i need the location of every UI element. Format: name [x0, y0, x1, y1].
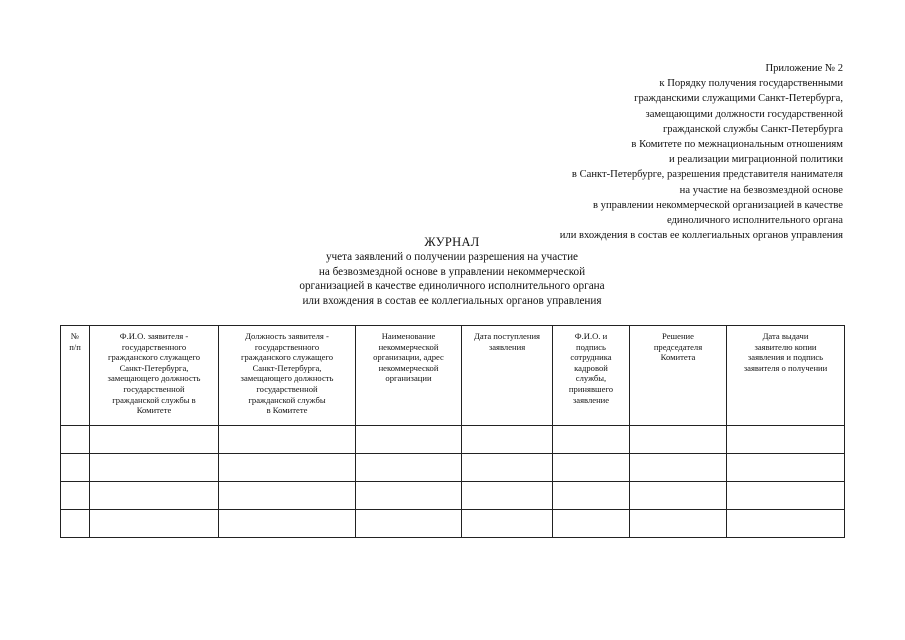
- table-cell: [553, 482, 630, 510]
- table-cell: [727, 454, 845, 482]
- table-row: [61, 510, 845, 538]
- table-cell: [61, 426, 90, 454]
- table-cell: [630, 426, 727, 454]
- journal-title-block: [232, 234, 672, 308]
- appendix-line: и реализации миграционной политики: [669, 154, 843, 166]
- appendix-line: единоличного исполнительного органа: [666, 215, 843, 227]
- appendix-line: гражданскими служащими Санкт-Петербурга,: [634, 93, 843, 105]
- col-header-decision: Решение председателя Комитета: [630, 326, 727, 426]
- table-cell: [727, 510, 845, 538]
- table-cell: [727, 482, 845, 510]
- table-cell: [630, 510, 727, 538]
- journal-subtitle-line: организацией в качестве единоличного исполнительного органа: [299, 280, 605, 293]
- col-header-applicant-name: Ф.И.О. заявителя - государственного гражданского служащего Санкт-Петербурга, замещающего должность государственной гражданской службы в Комитете: [90, 326, 219, 426]
- table-cell: [630, 482, 727, 510]
- col-header-receipt-date: Дата поступления заявления: [462, 326, 553, 426]
- appendix-line: или вхождения в состав ее коллегиальных органов управления: [559, 230, 843, 242]
- table-cell: [356, 426, 462, 454]
- col-header-number: № п/п: [61, 326, 90, 426]
- table-cell: [553, 454, 630, 482]
- appendix-line: гражданской службы Санкт-Петербурга: [662, 123, 843, 135]
- appendix-line: Приложение № 2: [765, 63, 843, 74]
- col-header-hr-officer: Ф.И.О. и подпись сотрудника кадровой службы, принявшего заявление: [553, 326, 630, 426]
- table-cell: [90, 510, 219, 538]
- table-cell: [61, 510, 90, 538]
- table-cell: [90, 454, 219, 482]
- table-cell: [90, 426, 219, 454]
- table-cell: [219, 426, 356, 454]
- table-cell: [356, 454, 462, 482]
- appendix-line: к Порядку получения государственными: [659, 78, 843, 90]
- table-row: [61, 482, 845, 510]
- journal-subtitle-line: на безвозмездной основе в управлении некоммерческой: [318, 265, 586, 278]
- journal-subtitle: [232, 250, 672, 308]
- table-cell: [630, 454, 727, 482]
- table-cell: [61, 482, 90, 510]
- table-header-row: [61, 326, 845, 426]
- table-cell: [462, 426, 553, 454]
- appendix-line: в Санкт-Петербурге, разрешения представителя нанимателя: [571, 169, 843, 181]
- table-row: [61, 426, 845, 454]
- table-cell: [553, 426, 630, 454]
- table-cell: [219, 510, 356, 538]
- appendix-line: замещающими должности государственной: [645, 108, 843, 120]
- appendix-line: в Комитете по межнациональным отношениям: [631, 139, 843, 151]
- table-cell: [462, 510, 553, 538]
- table-cell: [356, 482, 462, 510]
- table-cell: [219, 454, 356, 482]
- appendix-line: на участие на безвозмездной основе: [679, 184, 843, 196]
- table-cell: [356, 510, 462, 538]
- table-cell: [61, 454, 90, 482]
- table-cell: [727, 426, 845, 454]
- appendix-header: [560, 61, 843, 243]
- col-header-organization: Наименование некоммерческой организации, адрес некоммерческой организации: [356, 326, 462, 426]
- appendix-line: в управлении некоммерческой организацией в качестве: [593, 199, 843, 211]
- table-cell: [462, 482, 553, 510]
- journal-table: [60, 325, 845, 538]
- table-row: [61, 454, 845, 482]
- journal-subtitle-line: или вхождения в состав ее коллегиальных органов управления: [302, 294, 602, 307]
- table-cell: [219, 482, 356, 510]
- table-cell: [462, 454, 553, 482]
- col-header-issue-date: Дата выдачи заявителю копии заявления и подпись заявителя о получении: [727, 326, 845, 426]
- table-cell: [90, 482, 219, 510]
- journal-subtitle-line: учета заявлений о получении разрешения на участие: [325, 251, 579, 263]
- table-cell: [553, 510, 630, 538]
- col-header-applicant-position: Должность заявителя - государственного гражданского служащего Санкт-Петербурга, замещающего должность государственной гражданской службы в Комитете: [219, 326, 356, 426]
- journal-title: ЖУРНАЛ: [424, 235, 480, 249]
